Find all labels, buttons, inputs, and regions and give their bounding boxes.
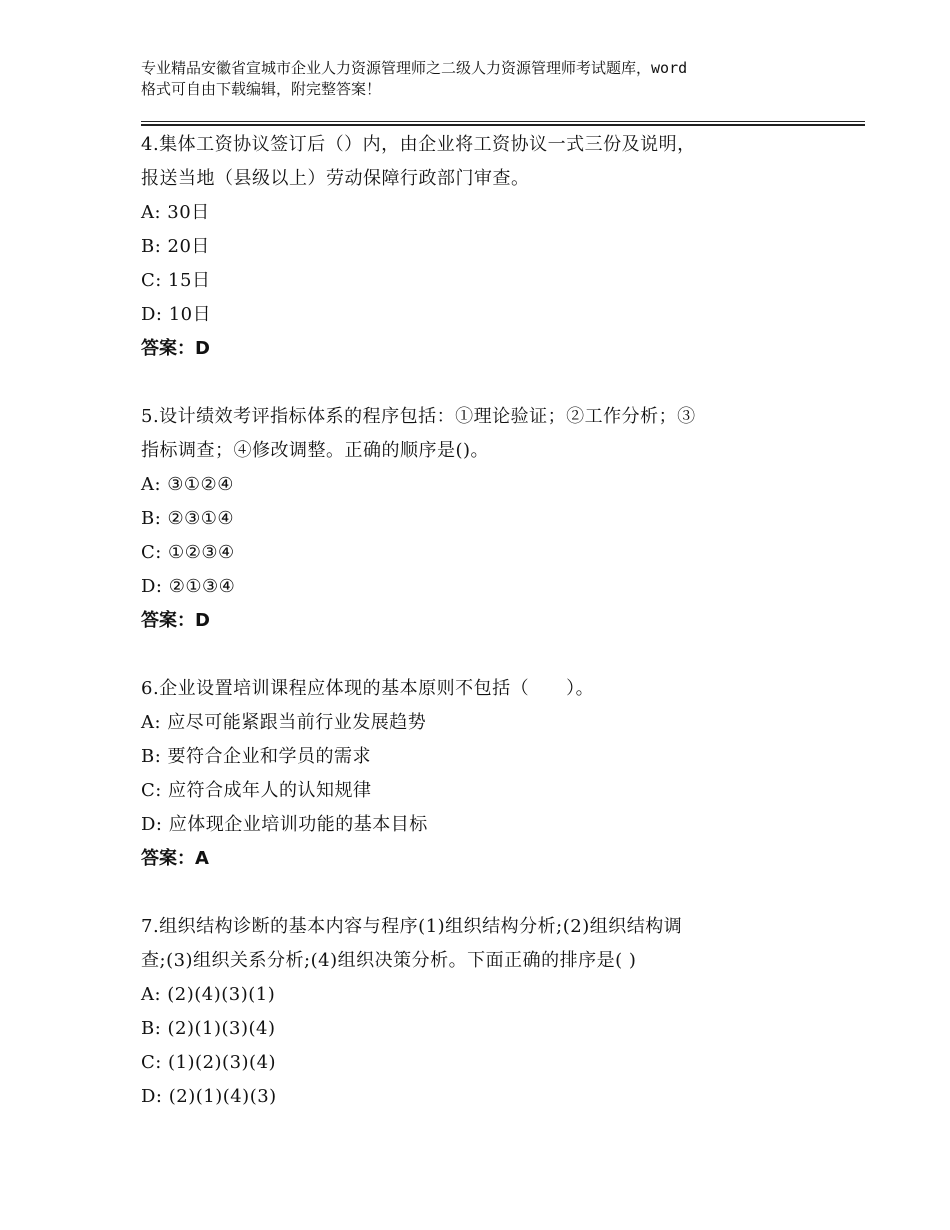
spacer — [141, 366, 861, 400]
option-c: C: 应符合成年人的认知规律 — [141, 780, 372, 801]
spacer — [141, 638, 861, 672]
question-5 — [141, 400, 861, 638]
option-b: B: (2)(1)(3)(4) — [141, 1018, 276, 1039]
question-list — [141, 128, 861, 1114]
question-stem-line: 5.设计绩效考评指标体系的程序包括：①理论验证；②工作分析；③ — [141, 406, 696, 427]
option-a: A: ③①②④ — [141, 474, 234, 495]
spacer — [141, 876, 861, 910]
document-header — [141, 58, 841, 100]
question-stem-line: 4.集体工资协议签订后（）内，由企业将工资协议一式三份及说明， — [141, 134, 696, 155]
option-a: A: 30日 — [141, 202, 210, 223]
question-4 — [141, 128, 861, 366]
question-stem-line: 7.组织结构诊断的基本内容与程序(1)组织结构分析;(2)组织结构调 — [141, 916, 683, 937]
header-line-2: 格式可自由下载编辑，附完整答案！ — [141, 80, 382, 98]
answer-label: 答案：A — [141, 848, 209, 869]
option-d: D: 应体现企业培训功能的基本目标 — [141, 814, 428, 835]
question-stem-line: 查;(3)组织关系分析;(4)组织决策分析。下面正确的排序是( ) — [141, 950, 637, 971]
option-d: D: 10日 — [141, 304, 212, 325]
question-7 — [141, 910, 861, 1114]
question-stem-line: 6.企业设置培训课程应体现的基本原则不包括（ ）。 — [141, 678, 595, 699]
question-stem-line: 指标调查；④修改调整。正确的顺序是()。 — [141, 440, 490, 461]
option-d: D: ②①③④ — [141, 576, 236, 597]
option-b: B: ②③①④ — [141, 508, 235, 529]
option-c: C: ①②③④ — [141, 542, 235, 563]
option-c: C: 15日 — [141, 270, 211, 291]
answer-label: 答案：D — [141, 338, 210, 359]
option-c: C: (1)(2)(3)(4) — [141, 1052, 277, 1073]
option-b: B: 要符合企业和学员的需求 — [141, 746, 372, 767]
option-b: B: 20日 — [141, 236, 210, 257]
option-d: D: (2)(1)(4)(3) — [141, 1086, 277, 1107]
option-a: A: (2)(4)(3)(1) — [141, 984, 276, 1005]
answer-label: 答案：D — [141, 610, 210, 631]
question-stem-line: 报送当地（县级以上）劳动保障行政部门审查。 — [141, 168, 530, 189]
question-6 — [141, 672, 861, 876]
header-line-1: 专业精品安徽省宣城市企业人力资源管理师之二级人力资源管理师考试题库，word — [141, 59, 688, 77]
header-rule — [141, 121, 865, 126]
option-a: A: 应尽可能紧跟当前行业发展趋势 — [141, 712, 427, 733]
